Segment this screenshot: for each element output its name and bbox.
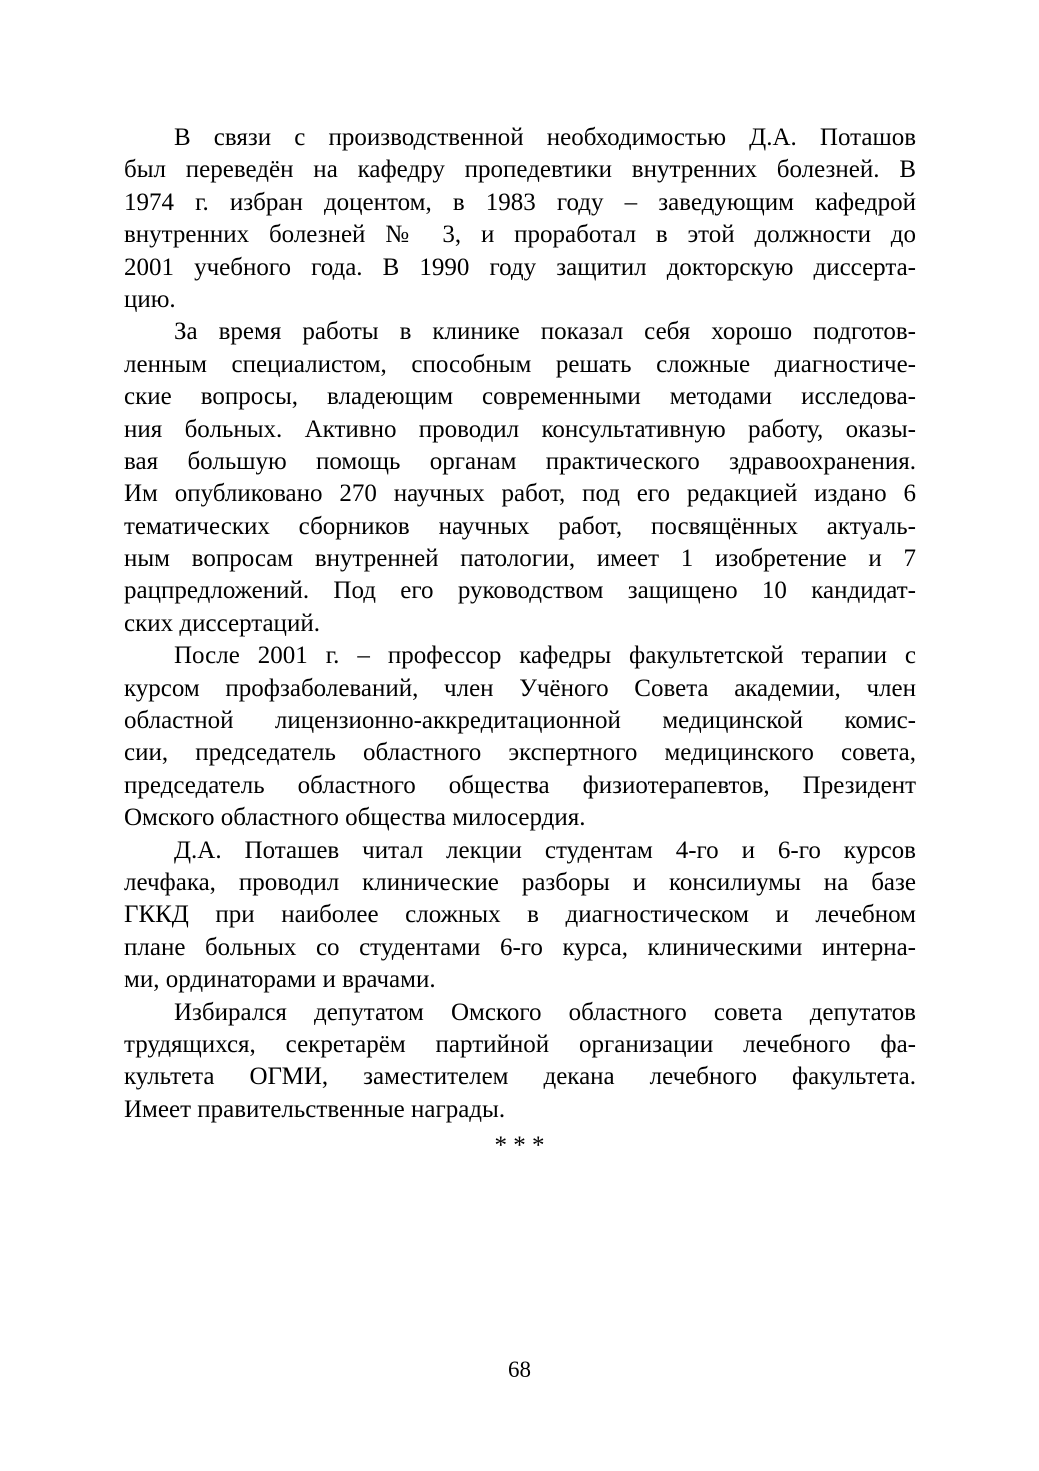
text-line: был переведён на кафедру пропедевтики внутренних болезней. В: [124, 156, 916, 184]
paragraph: [124, 997, 916, 1127]
text-line: Избирался депутатом Омского областного совета депутатов: [174, 998, 916, 1026]
text-line: лечфака, проводил клинические разборы и консилиумы на базе: [124, 868, 916, 896]
text-line: сии, председатель областного экспертного медицинского совета,: [124, 739, 916, 767]
section-separator: * * *: [494, 1132, 545, 1159]
text-line: культета ОГМИ, заместителем декана лечебного факультета.: [124, 1063, 916, 1091]
text-line: тематических сборников научных работ, посвящённых актуаль-: [124, 512, 916, 540]
text-line: областной лицензионно-аккредитационной медицинской комис-: [124, 707, 916, 735]
paragraph: [124, 122, 916, 316]
text-line: ГККД при наиболее сложных в диагностическом и лечебном: [124, 901, 916, 929]
text-line: председатель областного общества физиотерапевтов, Президент: [124, 771, 916, 799]
text-line: ские вопросы, владеющим современными методами исследова-: [124, 383, 916, 411]
text-line: Д.А. Поташев читал лекции студентам 4-го и 6-го курсов: [174, 836, 916, 864]
text-line: ным вопросам внутренней патологии, имеет 1 изобретение и 7: [124, 545, 916, 573]
text-line: 2001 учебного года. В 1990 году защитил докторскую диссерта-: [124, 253, 916, 281]
text-line: трудящихся, секретарём партийной организации лечебного фа-: [124, 1030, 916, 1058]
text-line: ленным специалистом, способным решать сложные диагностиче-: [124, 350, 916, 378]
text-line: курсом профзаболеваний, член Учёного Совета академии, член: [124, 674, 916, 702]
text-line: 1974 г. избран доцентом, в 1983 году – заведующим кафедрой: [124, 188, 916, 216]
text-line: Имеет правительственные награды.: [124, 1095, 506, 1123]
text-line: В связи с производственной необходимостью Д.А. Поташов: [174, 124, 916, 151]
text-line: После 2001 г. – профессор кафедры факультетской терапии с: [174, 642, 916, 670]
text-line: внутренних болезней № 3, и проработал в этой должности до: [124, 221, 916, 249]
text-line: ских диссертаций.: [124, 609, 320, 637]
text-line: ния больных. Активно проводил консультативную работу, оказы-: [124, 415, 916, 443]
body-text: [124, 122, 916, 1126]
text-line: вая большую помощь органам практического здравоохранения.: [124, 447, 916, 475]
paragraph: [124, 835, 916, 997]
text-line: За время работы в клинике показал себя хорошо подготов-: [174, 318, 916, 346]
text-line: ми, ординаторами и врачами.: [124, 966, 436, 994]
text-line: Им опубликовано 270 научных работ, под его редакцией издано 6: [124, 480, 916, 508]
paragraph: [124, 316, 916, 640]
text-line: рацпредложений. Под его руководством защищено 10 кандидат-: [124, 577, 916, 605]
text-line: цию.: [124, 285, 176, 313]
text-line: Омского областного общества милосердия.: [124, 804, 586, 832]
text-line: плане больных со студентами 6-го курса, клиническими интерна-: [124, 933, 916, 961]
page-number: 68: [508, 1357, 531, 1382]
paragraph: [124, 640, 916, 834]
